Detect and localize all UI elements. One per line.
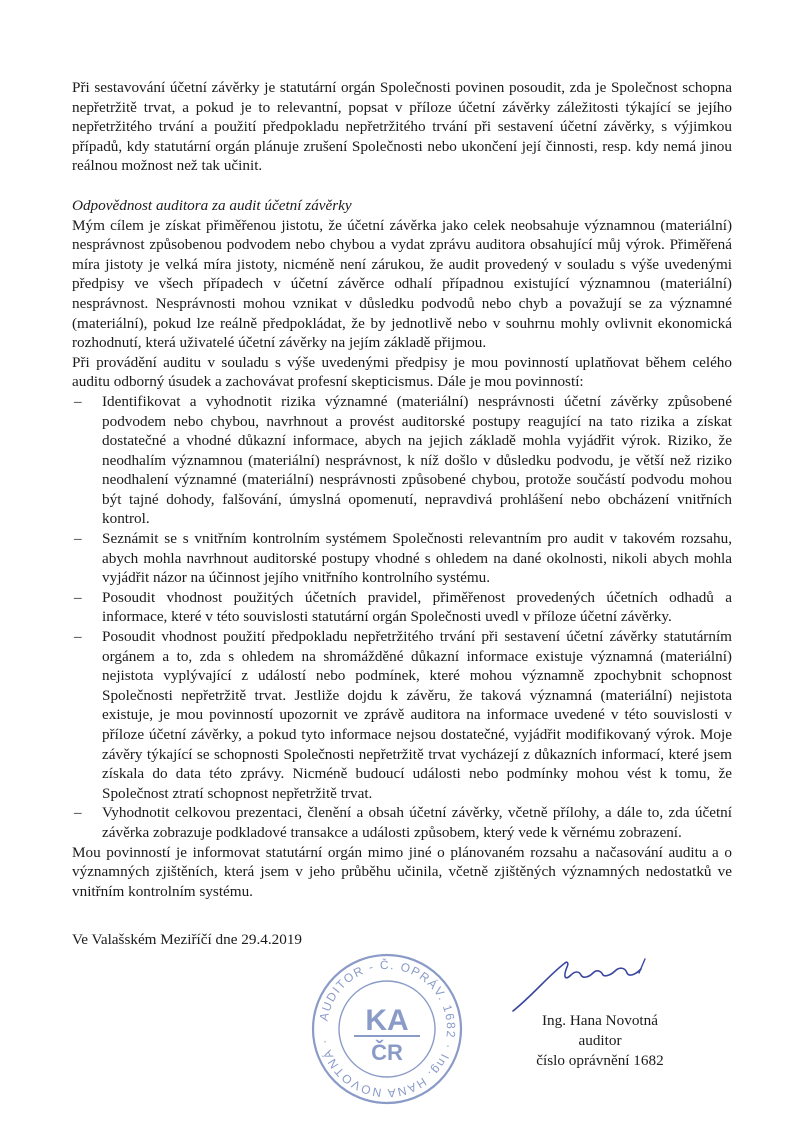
auditor-stamp-icon [308,950,466,1108]
signer-name: Ing. Hana Novotná [542,1012,658,1029]
section-heading: Odpovědnost auditora za audit účetní závěrky [72,196,352,214]
list-item-text: Identifikovat a vyhodnotit rizika významné (materiální) nesprávnosti účetní závěrky způsobené podvodem nebo chybou, navrhnout a provést auditorské postupy reagující na tato rizika a získat dostatečné a vhodné důkazní informace, abych na jejich základě mohla vyjádřit výrok. Riziko, že neodhalím významnou (materiální) nesprávnost, k níž došlo v důsledku podvodu, je větší než riziko neodhalení významné (materiální) nesprávnosti způsobené chybou, protože součástí podvodu mohou být tajné dohody, falšování, úmyslná opomenutí, nepravdivá prohlášení nebo obcházení vnitřních kontrol. [102,392,732,528]
handwritten-signature-icon [505,955,665,1015]
bullet-dash: – [74,804,82,822]
report-body [72,78,732,901]
list-item-text: Vyhodnotit celkovou prezentaci, členění a obsah účetní závěrky, včetně přílohy, a dále to, zda účetní závěrka zobrazuje podkladové transakce a události způsobem, který vede k věrnému zobrazení. [102,804,732,841]
stamp-center-top: KA [365,1004,409,1037]
signature-block [520,1011,680,1071]
list-item [72,588,732,627]
bullet-dash: – [74,392,82,410]
list-item-text: Posoudit vhodnost použití předpokladu nepřetržitého trvání při sestavení účetní závěrky statutárním orgánem a to, zda s ohledem na shromážděné důkazní informace existuje významná (materiální) nejistota vyplývající z událostí nebo podmínek, které mohou významně zpochybnit schopnost Společnosti nepřetržitě trvat. Jestliže dojdu k závěru, že taková významná (materiální) nejistota existuje, je mou povinností upozornit ve zprávě auditora na informace uvedené v této souvislosti v příloze účetní závěrky, a pokud tyto informace nejsou dostatečné, vyjádřit modifikovaný výrok. Moje závěry týkající se schopnosti Společnosti nepřetržitě trvat vycházejí z důkazních informací, které jsem získala do data této zprávy. Nicméně budoucí události nebo podmínky mohou vést k tomu, že Společnost ztratí schopnost nepřetržitě trvat. [102,628,732,802]
stamp-ring-text: AUDITOR - Č. OPRÁV. 1682 · Ing. HANA NOVOTNÁ · [316,957,459,1101]
place-date: Ve Valašském Meziříčí dne 29.4.2019 [72,931,303,948]
list-item-text: Posoudit vhodnost použitých účetních pravidel, přiměřenost provedených účetních odhadů a informace, které v této souvislosti statutární orgán Společnosti uvedl v příloze účetní závěrky. [102,588,732,626]
bullet-dash: – [74,530,82,548]
signer-role: auditor [578,1032,622,1049]
list-item-text: Seznámit se s vnitřním kontrolním systémem Společnosti relevantním pro audit v takovém rozsahu, abych mohla navrhnout auditorské postupy vhodné s ohledem na dané okolnosti, nikoli abych mohla vyjádřit názor na účinnost jejího vnitřního kontrolního systému. [102,530,732,587]
signer-license: číslo oprávnění 1682 [536,1052,664,1069]
list-item [72,392,732,529]
bullet-dash: – [74,628,82,646]
list-item [72,529,732,588]
intro-paragraph: Při sestavování účetní závěrky je statutární orgán Společnosti povinen posoudit, zda je Společnost schopna nepřetržitě trvat, a pokud je to relevantní, popsat v příloze účetní závěrky záležitosti týkající se jejího nepřetržitého trvání a použití předpokladu nepřetržitého trvání při sestavení účetní závěrky, s výjimkou případů, kdy statutární orgán plánuje zrušení Společnosti nebo ukončení její činnosti, resp. kdy nemá jinou reálnou možnost než tak učinit. [72,79,732,175]
auditor-paragraph-3: Mou povinností je informovat statutární orgán mimo jiné o plánovaném rozsahu a načasování auditu a o významných zjištěních, která jsem v jeho průběhu učinila, včetně zjištěných významných nedostatků ve vnitřním kontrolním systému. [72,843,732,900]
auditor-paragraph-1: Mým cílem je získat přiměřenou jistotu, že účetní závěrka jako celek neobsahuje významnou (materiální) nesprávnost způsobenou podvodem nebo chybou a vydat zprávu auditora obsahující můj výrok. Přiměřená míra jistoty je velká míra jistoty, nicméně není zárukou, že audit provedený v souladu s výše uvedenými předpisy ve všech případech v účetní závěrce odhalí případnou existující významnou (materiální) nesprávnost. Nesprávnosti mohou vznikat v důsledku podvodů nebo chyb a považují se za významné (materiální), pokud lze reálně předpokládat, že by jednotlivě nebo v souhrnu mohly ovlivnit ekonomická rozhodnutí, která uživatelé účetní závěrky na jejím základě přijmou. [72,216,732,352]
auditor-paragraph-2: Při provádění auditu v souladu s výše uvedenými předpisy je mou povinností uplatňovat během celého auditu odborný úsudek a zachovávat profesní skepticismus. Dále je mou povinností: [72,353,732,391]
duties-list [72,392,732,843]
list-item [72,627,732,803]
list-item [72,803,732,842]
stamp-center-bottom: ČR [371,1040,403,1065]
bullet-dash: – [74,588,82,606]
